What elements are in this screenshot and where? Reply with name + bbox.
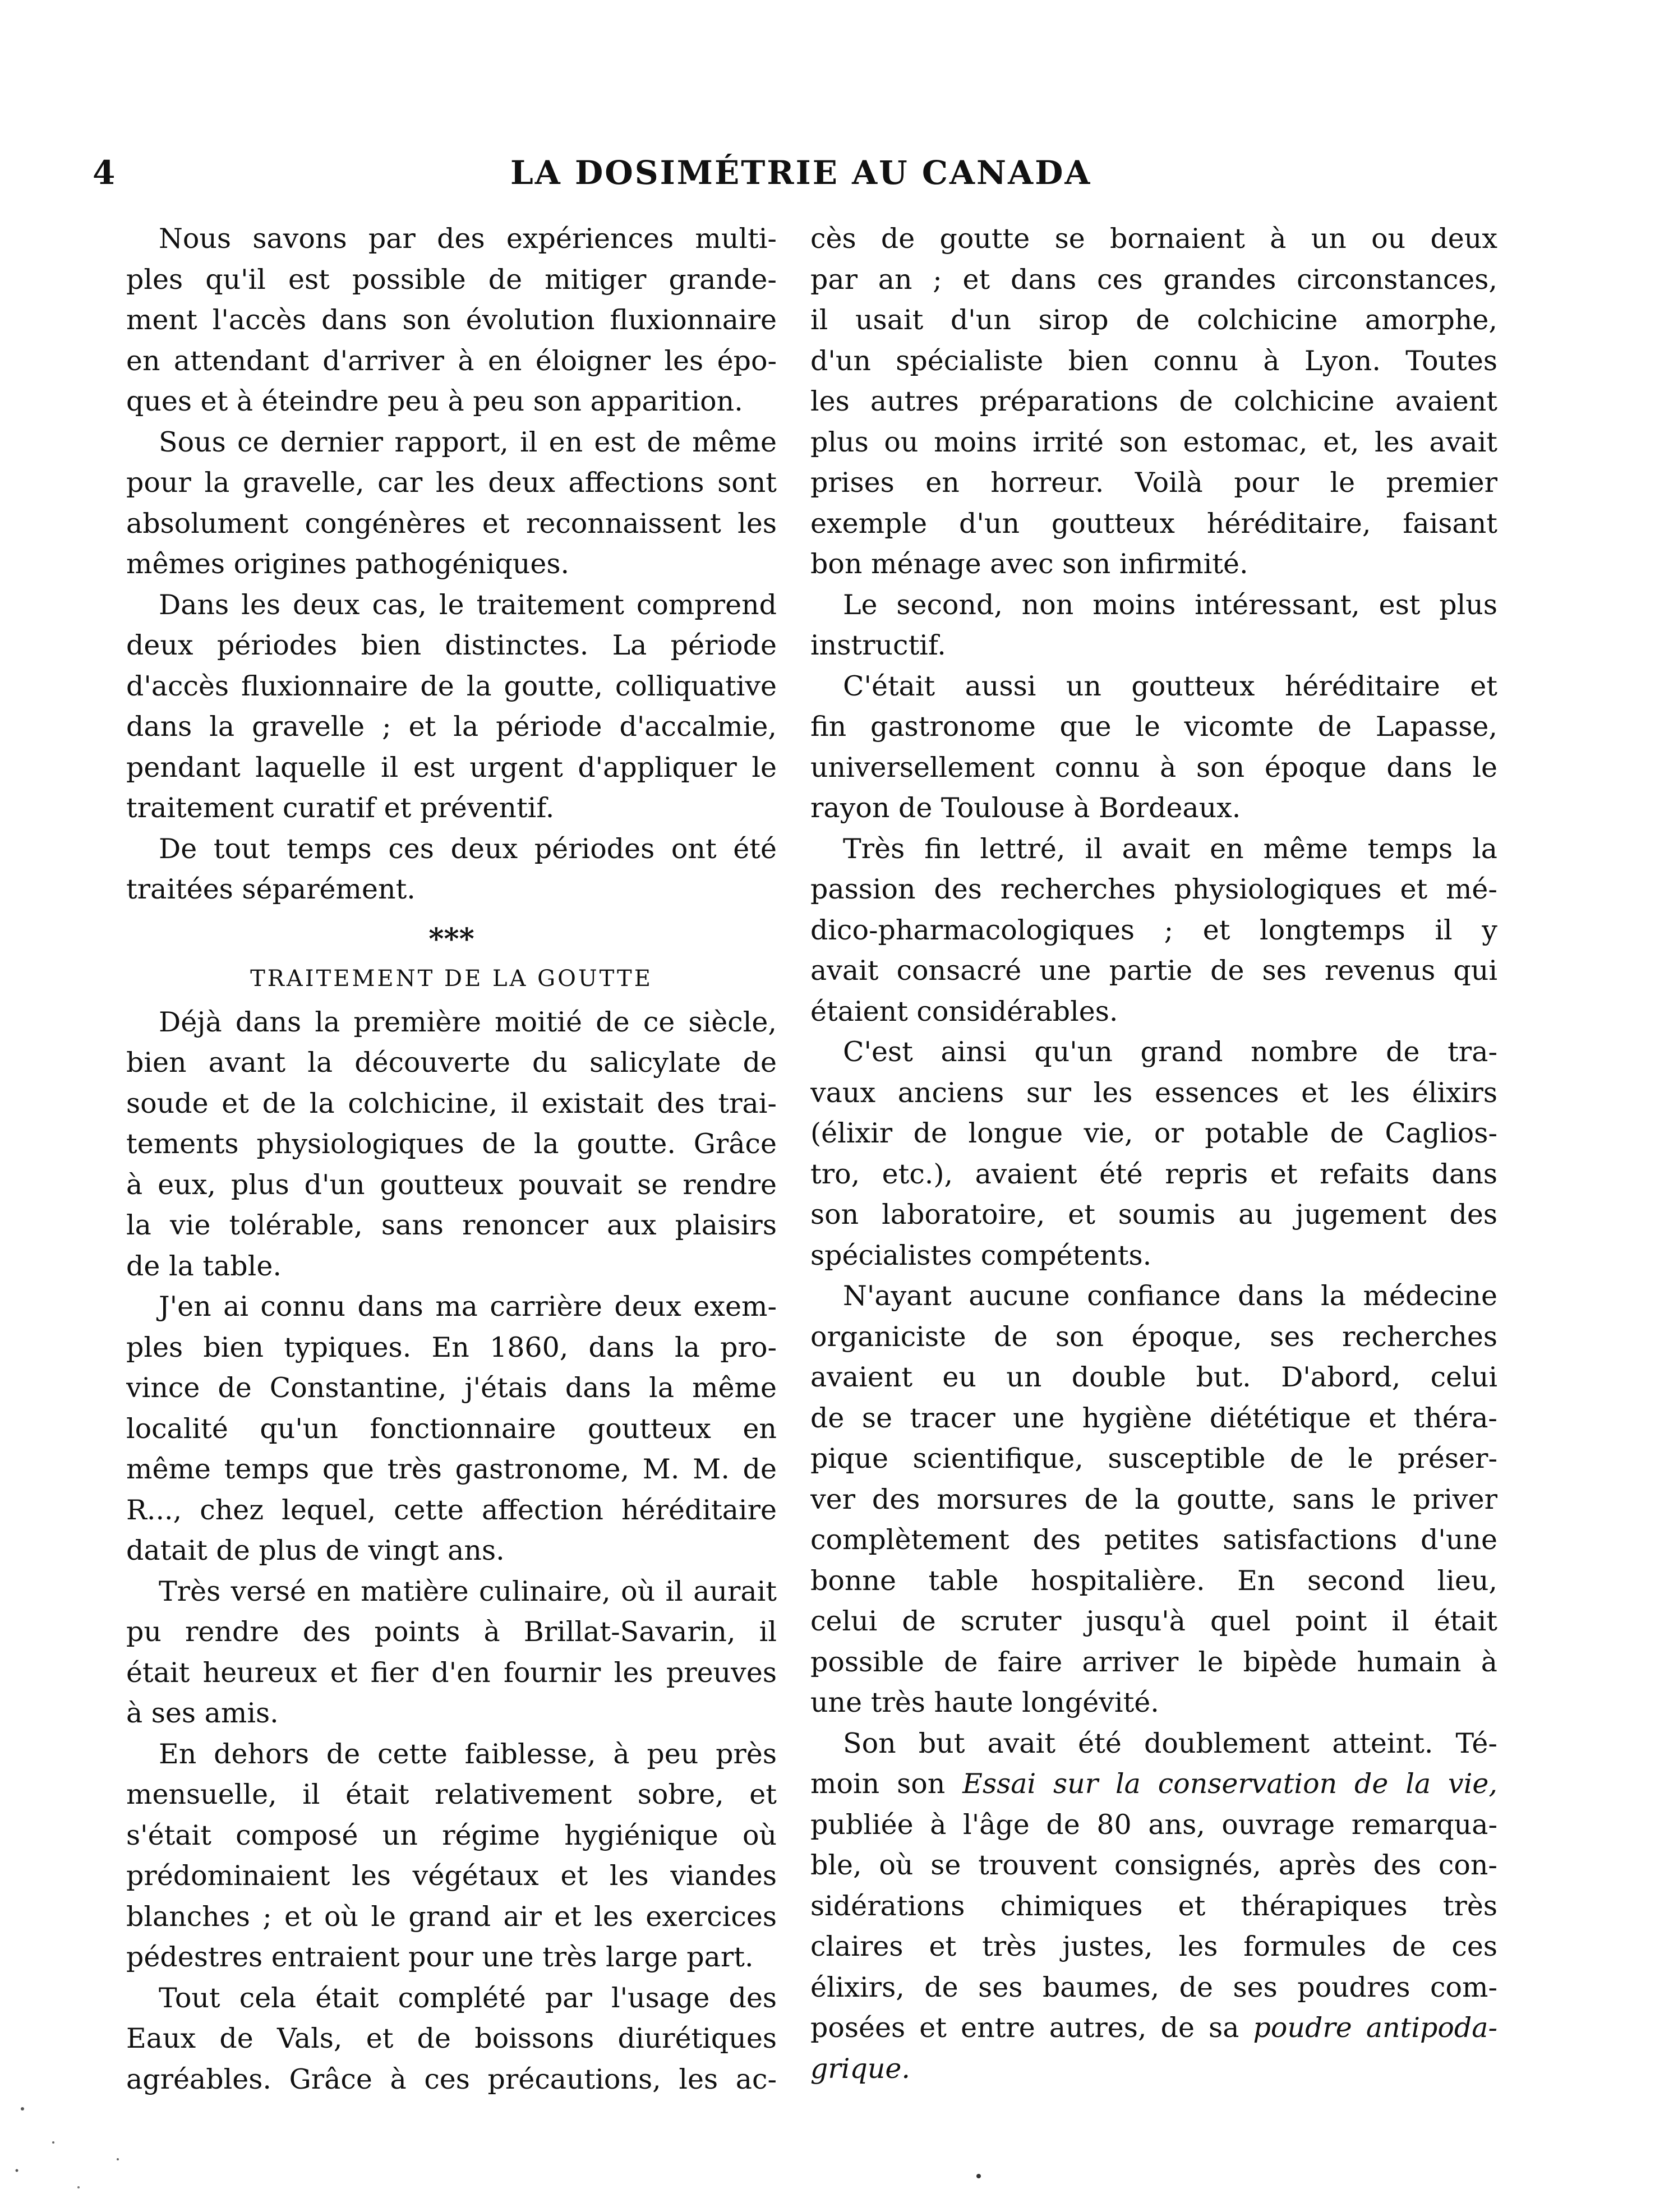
text-line: sidérations chimiques et thérapiques très xyxy=(810,1890,1497,1922)
paragraph xyxy=(126,219,777,422)
text-line: d'accès fluxionnaire de la goutte, colliquative xyxy=(126,670,777,702)
running-title: LA DOSIMÉTRIE AU CANADA xyxy=(510,154,1092,192)
section-separator: *** xyxy=(428,921,474,956)
text-line xyxy=(810,1764,1497,1805)
text-line: traitement curatif et préventif. xyxy=(126,792,555,824)
paragraph xyxy=(126,829,777,910)
text-line: C'est ainsi qu'un grand nombre de tra- xyxy=(843,1036,1497,1068)
text-segment: moin son xyxy=(810,1768,963,1800)
text-line: par an ; et dans ces grandes circonstances, xyxy=(810,263,1497,296)
paragraph xyxy=(126,1287,777,1572)
text-line: instructif. xyxy=(810,629,946,661)
text-line: N'ayant aucune confiance dans la médecine xyxy=(843,1280,1497,1312)
paragraph xyxy=(810,585,1497,666)
text-line: avait consacré une partie de ses revenus qui xyxy=(810,955,1497,987)
text-line: son laboratoire, et soumis au jugement des xyxy=(810,1199,1497,1231)
text-line: pour la gravelle, car les deux affections sont xyxy=(126,467,777,499)
text-line: prédominaient les végétaux et les viandes xyxy=(126,1860,777,1892)
text-line: Eaux de Vals, et de boissons diurétiques xyxy=(126,2022,777,2054)
text-line: Le second, non moins intéressant, est plus xyxy=(843,588,1497,621)
book-title: Essai sur la conservation de la vie, xyxy=(962,1768,1497,1800)
text-line: localité qu'un fonctionnaire goutteux en xyxy=(126,1412,777,1445)
page-number: 4 xyxy=(93,154,116,192)
text-line: une très haute longévité. xyxy=(810,1686,1159,1718)
text-line: bonne table hospitalière. En second lieu, xyxy=(810,1564,1497,1597)
right-column xyxy=(810,219,1497,2089)
text-line: cès de goutte se bornaient à un ou deux xyxy=(810,223,1497,255)
paragraph xyxy=(126,1002,777,1287)
text-line: pique scientifique, susceptible de le préser- xyxy=(810,1443,1497,1474)
text-line: pendant laquelle il est urgent d'appliquer le xyxy=(126,751,777,784)
text-line: deux périodes bien distinctes. La période xyxy=(126,629,777,661)
text-line: ples bien typiques. En 1860, dans la pro- xyxy=(126,1331,777,1363)
text-line: avaient eu un double but. D'abord, celui xyxy=(810,1361,1497,1393)
left-column xyxy=(126,219,777,2100)
text-line: R..., chez lequel, cette affection héréditaire xyxy=(126,1494,777,1526)
text-line: Nous savons par des expériences multi- xyxy=(159,223,777,255)
text-line: de se tracer une hygiène diététique et théra- xyxy=(810,1402,1497,1434)
text-line: ment l'accès dans son évolution fluxionnaire xyxy=(126,304,777,336)
text-line: Dans les deux cas, le traitement comprend xyxy=(159,588,777,621)
paragraph xyxy=(126,1734,777,1978)
print-specks xyxy=(0,2075,1009,2212)
text-line: exemple d'un goutteux héréditaire, faisant xyxy=(810,507,1497,540)
paragraph xyxy=(810,219,1497,585)
text-line: (élixir de longue vie, or potable de Caglios- xyxy=(810,1117,1497,1149)
text-line: spécialistes compétents. xyxy=(810,1239,1152,1271)
text-line: Déjà dans la première moitié de ce siècle, xyxy=(159,1006,777,1038)
text-line: publiée à l'âge de 80 ans, ouvrage remarqua- xyxy=(810,1808,1497,1841)
text-line: était heureux et fier d'en fournir les preuves xyxy=(126,1656,777,1689)
text-line: Sous ce dernier rapport, il en est de même xyxy=(159,426,777,458)
text-line: agréables. Grâce à ces précautions, les ac- xyxy=(126,2063,777,2095)
text-line: ver des morsures de la goutte, sans le priver xyxy=(810,1483,1497,1515)
text-line: universellement connu à son époque dans le xyxy=(810,751,1497,784)
text-line: complètement des petites satisfactions d'une xyxy=(810,1524,1497,1556)
text-line: rayon de Toulouse à Bordeaux. xyxy=(810,792,1241,824)
paragraph xyxy=(126,422,777,585)
paragraph xyxy=(810,666,1497,829)
text-line: vince de Constantine, j'étais dans la même xyxy=(126,1372,777,1404)
paragraph xyxy=(126,1572,777,1734)
text-line xyxy=(810,2008,1497,2049)
text-segment: posées et entre autres, de sa xyxy=(810,2012,1253,2044)
text-line: à ses amis. xyxy=(126,1697,279,1729)
paragraph xyxy=(810,1276,1497,1723)
text-line: bon ménage avec son infirmité. xyxy=(810,548,1248,580)
text-line: grique. xyxy=(810,2052,910,2085)
text-line: soude et de la colchicine, il existait des trai- xyxy=(126,1087,777,1119)
text-line: la vie tolérable, sans renoncer aux plaisirs xyxy=(126,1209,777,1241)
page-header xyxy=(0,150,1678,195)
text-line: En dehors de cette faiblesse, à peu près xyxy=(159,1738,777,1770)
text-line: traitées séparément. xyxy=(126,873,416,905)
text-line: bien avant la découverte du salicylate de xyxy=(126,1047,777,1079)
text-line: dico-pharmacologiques ; et longtemps il y xyxy=(810,914,1497,946)
text-line: blanches ; et où le grand air et les exercices xyxy=(126,1900,777,1933)
text-line: J'en ai connu dans ma carrière deux exem- xyxy=(159,1291,777,1322)
paragraph xyxy=(810,1723,1497,2090)
text-line: celui de scruter jusqu'à quel point il était xyxy=(810,1605,1497,1637)
paragraph xyxy=(810,1032,1497,1276)
text-line: pédestres entraient pour une très large part. xyxy=(126,1941,754,1973)
text-line: absolument congénères et reconnaissent les xyxy=(126,507,777,540)
text-line: il usait d'un sirop de colchicine amorphe, xyxy=(810,304,1497,336)
text-line: d'un spécialiste bien connu à Lyon. Toutes xyxy=(810,344,1497,377)
text-line: fin gastronome que le vicomte de Lapasse, xyxy=(810,711,1497,743)
text-line: ques et à éteindre peu à peu son apparition. xyxy=(126,385,743,417)
text-line: mêmes origines pathogéniques. xyxy=(126,548,570,580)
text-line: Son but avait été doublement atteint. Té- xyxy=(843,1727,1497,1759)
text-line: de la table. xyxy=(126,1250,282,1282)
text-line: vaux anciens sur les essences et les élixirs xyxy=(810,1076,1497,1109)
paragraph xyxy=(810,829,1497,1033)
text-line: claires et très justes, les formules de ces xyxy=(810,1930,1497,1962)
text-line: tro, etc.), avaient été repris et refaits dans xyxy=(810,1158,1497,1190)
paragraph xyxy=(126,585,777,829)
text-line: C'était aussi un goutteux héréditaire et xyxy=(843,670,1497,702)
text-line: plus ou moins irrité son estomac, et, les avait xyxy=(810,426,1497,458)
text-line: ples qu'il est possible de mitiger grande- xyxy=(126,263,777,296)
text-line: prises en horreur. Voilà pour le premier xyxy=(810,467,1497,499)
text-line: s'était composé un régime hygiénique où xyxy=(126,1819,777,1851)
text-line: ble, où se trouvent consignés, après des con- xyxy=(810,1849,1497,1881)
text-line: passion des recherches physiologiques et mé- xyxy=(810,873,1497,905)
text-line: Très fin lettré, il avait en même temps la xyxy=(843,832,1497,865)
text-line: datait de plus de vingt ans. xyxy=(126,1534,505,1566)
text-line: De tout temps ces deux périodes ont été xyxy=(159,832,777,865)
text-line: à eux, plus d'un goutteux pouvait se rendre xyxy=(126,1168,777,1201)
text-line: même temps que très gastronome, M. M. de xyxy=(126,1453,777,1485)
text-line: dans la gravelle ; et la période d'accalmie, xyxy=(126,711,777,743)
text-line: en attendant d'arriver à en éloigner les épo- xyxy=(126,344,777,377)
text-line: possible de faire arriver le bipède humain à xyxy=(810,1646,1497,1678)
text-line: Très versé en matière culinaire, où il aurait xyxy=(159,1575,777,1607)
remedy-name: poudre antipoda- xyxy=(1253,2012,1497,2044)
text-line: étaient considérables. xyxy=(810,995,1118,1027)
text-line: élixirs, de ses baumes, de ses poudres com- xyxy=(810,1971,1497,2003)
text-line: Tout cela était complété par l'usage des xyxy=(159,1981,777,2014)
text-line: les autres préparations de colchicine avaient xyxy=(810,385,1497,417)
text-line: pu rendre des points à Brillat-Savarin, il xyxy=(126,1616,777,1648)
text-line: organiciste de son époque, ses recherches xyxy=(810,1320,1497,1353)
section-heading: TRAITEMENT DE LA GOUTTE xyxy=(250,965,653,992)
text-line: tements physiologiques de la goutte. Grâce xyxy=(126,1128,777,1160)
text-line: mensuelle, il était relativement sobre, et xyxy=(126,1778,777,1810)
